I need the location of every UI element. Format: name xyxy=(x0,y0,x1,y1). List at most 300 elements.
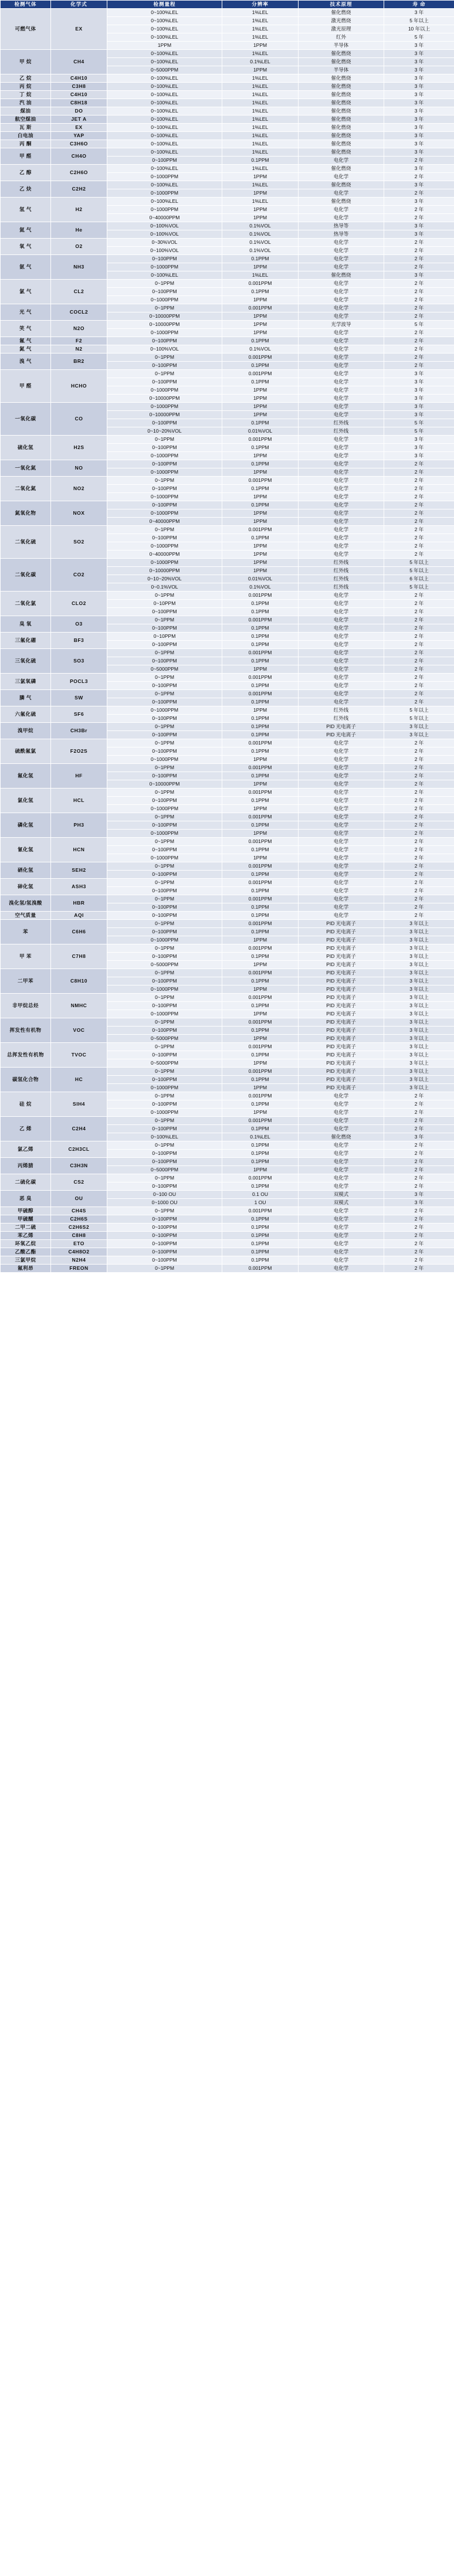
resolution-cell: 0.001PPM xyxy=(222,616,299,624)
table-row xyxy=(1,1191,454,1199)
technology-cell: 电化学 xyxy=(299,485,384,493)
resolution-cell: 1PPM xyxy=(222,1084,299,1092)
chemical-formula-cell: CLO2 xyxy=(51,592,107,616)
resolution-cell: 0.1PPM xyxy=(222,1215,299,1224)
lifetime-cell: 2 年 xyxy=(384,608,454,616)
chemical-formula-cell: N2H4 xyxy=(51,1256,107,1265)
resolution-cell: 0.1PPM xyxy=(222,362,299,370)
resolution-cell: 0.1PPM xyxy=(222,977,299,985)
gas-name-cell: 二甲二硫 xyxy=(1,1224,51,1232)
detection-range-cell: 0~100PPM xyxy=(107,157,222,165)
gas-name-cell: 一氧化氮 xyxy=(1,460,51,477)
resolution-cell: 0.1PPM xyxy=(222,846,299,854)
gas-name-cell: 丙 酮 xyxy=(1,140,51,148)
technology-cell: 电化学 xyxy=(299,1117,384,1125)
gas-name-cell: 氦 气 xyxy=(1,222,51,239)
technology-cell: 热导等 xyxy=(299,222,384,230)
gas-name-cell: 磷化氢 xyxy=(1,813,51,838)
resolution-cell: 0.001PPM xyxy=(222,436,299,444)
gas-name-cell: 氯化氢 xyxy=(1,789,51,813)
resolution-cell: 0.1%LEL xyxy=(222,58,299,66)
lifetime-cell: 2 年 xyxy=(384,206,454,214)
detection-range-cell: 0~10000PPM xyxy=(107,312,222,321)
chemical-formula-cell: TVOC xyxy=(51,1043,107,1068)
gas-name-cell: 氰化氢 xyxy=(1,838,51,862)
detection-range-cell: 0~100%LEL xyxy=(107,198,222,206)
chemical-formula-cell: CH4S xyxy=(51,1207,107,1215)
resolution-cell: 0.1PPM xyxy=(222,797,299,805)
resolution-cell: 0.1PPM xyxy=(222,255,299,263)
lifetime-cell: 2 年 xyxy=(384,312,454,321)
resolution-cell: 0.1PPM xyxy=(222,1051,299,1059)
lifetime-cell: 2 年 xyxy=(384,485,454,493)
resolution-cell: 0.1PPM xyxy=(222,1182,299,1191)
technology-cell: PID 光电离子 xyxy=(299,1059,384,1068)
detection-range-cell: 0~100PPM xyxy=(107,731,222,739)
resolution-cell: 0.1PPM xyxy=(222,444,299,452)
detection-range-cell: 0~100%LEL xyxy=(107,58,222,66)
technology-cell: 电化学 xyxy=(299,247,384,255)
detection-range-cell: 0~1PPM xyxy=(107,813,222,821)
lifetime-cell: 2 年 xyxy=(384,1207,454,1215)
lifetime-cell: 2 年 xyxy=(384,871,454,879)
resolution-cell: 0.001PPM xyxy=(222,280,299,288)
technology-cell: 电化学 xyxy=(299,255,384,263)
table-row xyxy=(1,649,454,657)
detection-range-cell: 0~1000PPM xyxy=(107,985,222,994)
table-row xyxy=(1,994,454,1002)
detection-range-cell: 0~10000PPM xyxy=(107,567,222,575)
technology-cell: 电化学 xyxy=(299,895,384,903)
detection-range-cell: 0~100PPM xyxy=(107,747,222,756)
technology-cell: 激光原理 xyxy=(299,25,384,33)
detection-range-cell: 0~100%LEL xyxy=(107,271,222,280)
chemical-formula-cell: F2O2S xyxy=(51,739,107,764)
detection-range-cell: 0~100%LEL xyxy=(107,50,222,58)
lifetime-cell: 2 年 xyxy=(384,756,454,764)
lifetime-cell: 3 年 xyxy=(384,66,454,74)
technology-cell: 电化学 xyxy=(299,345,384,354)
resolution-cell: 0.1PPM xyxy=(222,633,299,641)
resolution-cell: 1PPM xyxy=(222,214,299,222)
table-row xyxy=(1,9,454,17)
table-row xyxy=(1,91,454,99)
chemical-formula-cell: C8H8 xyxy=(51,1232,107,1240)
gas-name-cell: 氨 气 xyxy=(1,255,51,280)
detection-range-cell: 0~1PPM xyxy=(107,649,222,657)
lifetime-cell: 3 年 xyxy=(384,411,454,419)
technology-cell: PID 光电离子 xyxy=(299,1010,384,1018)
technology-cell: 电化学 xyxy=(299,214,384,222)
resolution-cell: 1%LEL xyxy=(222,132,299,140)
gas-name-cell: 一氧化碳 xyxy=(1,403,51,436)
chemical-formula-cell: SF6 xyxy=(51,706,107,723)
table-row xyxy=(1,222,454,230)
resolution-cell: 0.01%VOL xyxy=(222,427,299,436)
resolution-cell: 1PPM xyxy=(222,936,299,944)
chemical-formula-cell: C8H10 xyxy=(51,969,107,994)
resolution-cell: 0.1PPM xyxy=(222,460,299,468)
resolution-cell: 0.1PPM xyxy=(222,723,299,731)
lifetime-cell: 3 年以上 xyxy=(384,1043,454,1051)
gas-name-cell: 苯乙烯 xyxy=(1,1232,51,1240)
lifetime-cell: 2 年 xyxy=(384,665,454,674)
lifetime-cell: 2 年 xyxy=(384,1174,454,1182)
resolution-cell: 0.001PPM xyxy=(222,649,299,657)
chemical-formula-cell: NO xyxy=(51,460,107,477)
resolution-cell: 0.1PPM xyxy=(222,600,299,608)
technology-cell: 电化学 xyxy=(299,641,384,649)
resolution-cell: 1PPM xyxy=(222,805,299,813)
detection-range-cell: 0~1PPM xyxy=(107,739,222,747)
chemical-formula-cell: EX xyxy=(51,9,107,50)
lifetime-cell: 2 年 xyxy=(384,296,454,304)
technology-cell: 电化学 xyxy=(299,1166,384,1174)
resolution-cell: 1%LEL xyxy=(222,33,299,42)
resolution-cell: 0.1PPM xyxy=(222,1125,299,1133)
lifetime-cell: 2 年 xyxy=(384,1092,454,1100)
technology-cell: 红外线 xyxy=(299,567,384,575)
lifetime-cell: 10 年以上 xyxy=(384,25,454,33)
chemical-formula-cell: C4H10 xyxy=(51,91,107,99)
detection-range-cell: 0~100%LEL xyxy=(107,9,222,17)
gas-name-cell: 三氟化硼 xyxy=(1,633,51,649)
detection-range-cell: 0~100%VOL xyxy=(107,222,222,230)
chemical-formula-cell: SO2 xyxy=(51,526,107,559)
lifetime-cell: 3 年 xyxy=(384,50,454,58)
detection-range-cell: 0~1PPM xyxy=(107,477,222,485)
technology-cell: 电化学 xyxy=(299,830,384,838)
resolution-cell: 1%LEL xyxy=(222,99,299,107)
detection-range-cell: 0~100PPM xyxy=(107,1182,222,1191)
resolution-cell: 0.001PPM xyxy=(222,1265,299,1273)
resolution-cell: 0.001PPM xyxy=(222,895,299,903)
detection-range-cell: 0~1PPM xyxy=(107,1018,222,1027)
technology-cell: 激光燃烧 xyxy=(299,17,384,25)
detection-range-cell: 0~100PPM xyxy=(107,772,222,780)
gas-name-cell: 光 气 xyxy=(1,304,51,321)
lifetime-cell: 2 年 xyxy=(384,288,454,296)
chemical-formula-cell: CO2 xyxy=(51,559,107,592)
resolution-cell: 1PPM xyxy=(222,780,299,789)
gas-name-cell: 氟利昂 xyxy=(1,1265,51,1273)
resolution-cell: 0.1%VOL xyxy=(222,239,299,247)
detection-range-cell: 0~100PPM xyxy=(107,887,222,895)
lifetime-cell: 2 年 xyxy=(384,854,454,862)
resolution-cell: 0.1PPM xyxy=(222,1100,299,1109)
chemical-formula-cell: PH3 xyxy=(51,813,107,838)
detection-range-cell: 0~1000PPM xyxy=(107,559,222,567)
gas-name-cell: 环氧乙烷 xyxy=(1,1240,51,1248)
table-row xyxy=(1,115,454,124)
lifetime-cell: 2 年 xyxy=(384,633,454,641)
resolution-cell: 1PPM xyxy=(222,403,299,411)
chemical-formula-cell: BR2 xyxy=(51,354,107,370)
table-row xyxy=(1,74,454,83)
chemical-formula-cell: F2 xyxy=(51,337,107,345)
gas-name-cell: 甲硫醚 xyxy=(1,1215,51,1224)
chemical-formula-cell: O3 xyxy=(51,616,107,633)
detection-range-cell: 0~10PPM xyxy=(107,633,222,641)
technology-cell: 电化学 xyxy=(299,509,384,518)
resolution-cell: 0.1PPM xyxy=(222,1232,299,1240)
chemical-formula-cell: NH3 xyxy=(51,255,107,280)
lifetime-cell: 2 年 xyxy=(384,690,454,698)
chemical-formula-cell: C2H2 xyxy=(51,181,107,198)
lifetime-cell: 3 年 xyxy=(384,58,454,66)
resolution-cell: 0.001PPM xyxy=(222,813,299,821)
chemical-formula-cell: C3H6O xyxy=(51,140,107,148)
chemical-formula-cell: HCN xyxy=(51,838,107,862)
resolution-cell: 1%LEL xyxy=(222,271,299,280)
table-row xyxy=(1,83,454,91)
resolution-cell: 0.1PPM xyxy=(222,534,299,542)
lifetime-cell: 3 年 xyxy=(384,181,454,189)
detection-range-cell: 0~10~20%VOL xyxy=(107,427,222,436)
resolution-cell: 1PPM xyxy=(222,830,299,838)
technology-cell: 电化学 xyxy=(299,903,384,912)
lifetime-cell: 3 年以上 xyxy=(384,977,454,985)
technology-cell: 催化燃烧 xyxy=(299,115,384,124)
technology-cell: 电化学 xyxy=(299,542,384,550)
resolution-cell: 1%LEL xyxy=(222,74,299,83)
lifetime-cell: 2 年 xyxy=(384,624,454,633)
resolution-cell: 1PPM xyxy=(222,542,299,550)
technology-cell: 电化学 xyxy=(299,206,384,214)
lifetime-cell: 2 年 xyxy=(384,337,454,345)
chemical-formula-cell: BF3 xyxy=(51,633,107,649)
chemical-formula-cell: CH4 xyxy=(51,50,107,74)
lifetime-cell: 2 年 xyxy=(384,239,454,247)
detection-range-cell: 0~100PPM xyxy=(107,1240,222,1248)
technology-cell: 电化学 xyxy=(299,395,384,403)
table-body xyxy=(1,9,454,1273)
lifetime-cell: 2 年 xyxy=(384,1240,454,1248)
detection-range-cell: 0~1PPM xyxy=(107,1141,222,1150)
lifetime-cell: 2 年 xyxy=(384,550,454,559)
technology-cell: PID 光电离子 xyxy=(299,1068,384,1076)
resolution-cell: 1PPM xyxy=(222,173,299,181)
lifetime-cell: 2 年 xyxy=(384,682,454,690)
detection-range-cell: 0~100%LEL xyxy=(107,165,222,173)
technology-cell: 红外线 xyxy=(299,427,384,436)
table-row xyxy=(1,813,454,821)
resolution-cell: 1PPM xyxy=(222,1109,299,1117)
detection-range-cell: 0~40000PPM xyxy=(107,518,222,526)
table-row xyxy=(1,99,454,107)
detection-range-cell: 0~1000PPM xyxy=(107,452,222,460)
gas-name-cell: 氯 气 xyxy=(1,280,51,304)
chemical-formula-cell: NO2 xyxy=(51,477,107,501)
detection-range-cell: 0~100PPM xyxy=(107,460,222,468)
detection-range-cell: 0~1000PPM xyxy=(107,468,222,477)
gas-name-cell: 氢 气 xyxy=(1,198,51,222)
table-row xyxy=(1,944,454,953)
lifetime-cell: 2 年 xyxy=(384,813,454,821)
lifetime-cell: 2 年 xyxy=(384,698,454,706)
gas-name-cell: 乙 烷 xyxy=(1,74,51,83)
technology-cell: 电化学 xyxy=(299,747,384,756)
technology-cell: 催化燃烧 xyxy=(299,124,384,132)
resolution-cell: 1%LEL xyxy=(222,91,299,99)
detection-range-cell: 0~5000PPM xyxy=(107,665,222,674)
detection-range-cell: 0~100%VOL xyxy=(107,230,222,239)
resolution-cell: 0.001PPM xyxy=(222,879,299,887)
lifetime-cell: 2 年 xyxy=(384,362,454,370)
resolution-cell: 0.1PPM xyxy=(222,747,299,756)
resolution-cell: 1%LEL xyxy=(222,107,299,115)
resolution-cell: 0.001PPM xyxy=(222,1043,299,1051)
chemical-formula-cell: N2O xyxy=(51,321,107,337)
gas-name-cell: 瓦 斯 xyxy=(1,124,51,132)
resolution-cell: 0.1PPM xyxy=(222,912,299,920)
resolution-cell: 0.001PPM xyxy=(222,1207,299,1215)
gas-name-cell: 甲硫醇 xyxy=(1,1207,51,1215)
detection-range-cell: 0~1000PPM xyxy=(107,329,222,337)
technology-cell: PID 光电离子 xyxy=(299,953,384,961)
table-row xyxy=(1,879,454,887)
detection-range-cell: 0~100%LEL xyxy=(107,33,222,42)
lifetime-cell: 2 年 xyxy=(384,1182,454,1191)
resolution-cell: 0.1PPM xyxy=(222,288,299,296)
lifetime-cell: 2 年 xyxy=(384,1100,454,1109)
table-row xyxy=(1,477,454,485)
lifetime-cell: 3 年以上 xyxy=(384,1084,454,1092)
resolution-cell: 0.001PPM xyxy=(222,739,299,747)
detection-range-cell: 0~1000PPM xyxy=(107,509,222,518)
resolution-cell: 1PPM xyxy=(222,509,299,518)
gas-name-cell: 恶 臭 xyxy=(1,1191,51,1207)
table-row xyxy=(1,789,454,797)
lifetime-cell: 2 年 xyxy=(384,879,454,887)
technology-cell: 热导等 xyxy=(299,230,384,239)
detection-range-cell: 0~1000PPM xyxy=(107,830,222,838)
gas-name-cell: 六氟化硫 xyxy=(1,706,51,723)
technology-cell: 电化学 xyxy=(299,690,384,698)
detection-range-cell: 0~0.1%VOL xyxy=(107,583,222,592)
technology-cell: 电化学 xyxy=(299,288,384,296)
lifetime-cell: 3 年以上 xyxy=(384,920,454,928)
technology-cell: 电化学 xyxy=(299,1224,384,1232)
technology-cell: 电化学 xyxy=(299,157,384,165)
lifetime-cell: 3 年 xyxy=(384,222,454,230)
lifetime-cell: 3 年 xyxy=(384,370,454,378)
chemical-formula-cell: C3H3N xyxy=(51,1158,107,1174)
gas-name-cell: 氟 气 xyxy=(1,337,51,345)
technology-cell: 催化燃烧 xyxy=(299,83,384,91)
table-row xyxy=(1,862,454,871)
detection-range-cell: 0~1PPM xyxy=(107,1174,222,1182)
lifetime-cell: 2 年 xyxy=(384,247,454,255)
resolution-cell: 0.1PPM xyxy=(222,1150,299,1158)
resolution-cell: 1PPM xyxy=(222,296,299,304)
technology-cell: 电化学 xyxy=(299,1125,384,1133)
detection-range-cell: 0~100PPM xyxy=(107,1232,222,1240)
lifetime-cell: 2 年 xyxy=(384,509,454,518)
lifetime-cell: 2 年 xyxy=(384,1215,454,1224)
technology-cell: 电化学 xyxy=(299,1207,384,1215)
resolution-cell: 0.1PPM xyxy=(222,1076,299,1084)
detection-range-cell: 0~1000PPM xyxy=(107,493,222,501)
lifetime-cell: 2 年 xyxy=(384,1158,454,1166)
technology-cell: 电化学 xyxy=(299,329,384,337)
lifetime-cell: 3 年以上 xyxy=(384,731,454,739)
technology-cell: 催化燃烧 xyxy=(299,165,384,173)
detection-range-cell: 0~1PPM xyxy=(107,370,222,378)
lifetime-cell: 2 年 xyxy=(384,789,454,797)
resolution-cell: 1%LEL xyxy=(222,148,299,157)
lifetime-cell: 2 年 xyxy=(384,797,454,805)
gas-sensor-specification-table xyxy=(0,0,454,1273)
detection-range-cell: 0~100PPM xyxy=(107,1051,222,1059)
lifetime-cell: 2 年 xyxy=(384,1224,454,1232)
technology-cell: 电化学 xyxy=(299,592,384,600)
resolution-cell: 0.1PPM xyxy=(222,624,299,633)
table-row xyxy=(1,1256,454,1265)
detection-range-cell: 0~5000PPM xyxy=(107,1166,222,1174)
lifetime-cell: 3 年 xyxy=(384,99,454,107)
table-row xyxy=(1,181,454,189)
technology-cell: 催化燃烧 xyxy=(299,74,384,83)
table-row xyxy=(1,370,454,378)
lifetime-cell: 2 年 xyxy=(384,674,454,682)
resolution-cell: 1PPM xyxy=(222,1035,299,1043)
detection-range-cell: 0~1PPM xyxy=(107,1092,222,1100)
chemical-formula-cell: COCL2 xyxy=(51,304,107,321)
lifetime-cell: 2 年 xyxy=(384,1109,454,1117)
detection-range-cell: 0~100PPM xyxy=(107,624,222,633)
lifetime-cell: 5 年 xyxy=(384,321,454,329)
table-row xyxy=(1,526,454,534)
technology-cell: PID 光电离子 xyxy=(299,961,384,969)
technology-cell: 电化学 xyxy=(299,263,384,271)
lifetime-cell: 2 年 xyxy=(384,821,454,830)
technology-cell: 半导体 xyxy=(299,42,384,50)
technology-cell: 电化学 xyxy=(299,362,384,370)
resolution-cell: 0.1PPM xyxy=(222,1240,299,1248)
technology-cell: 电化学 xyxy=(299,460,384,468)
gas-name-cell: 空气质量 xyxy=(1,912,51,920)
resolution-cell: 1PPM xyxy=(222,567,299,575)
resolution-cell: 1%LEL xyxy=(222,124,299,132)
resolution-cell: 0.1PPM xyxy=(222,641,299,649)
technology-cell: 电化学 xyxy=(299,444,384,452)
technology-cell: 催化燃烧 xyxy=(299,107,384,115)
table-row xyxy=(1,345,454,354)
table-row xyxy=(1,895,454,903)
detection-range-cell: 0~5000PPM xyxy=(107,1035,222,1043)
lifetime-cell: 2 年 xyxy=(384,657,454,665)
lifetime-cell: 2 年 xyxy=(384,255,454,263)
chemical-formula-cell: SW xyxy=(51,690,107,706)
lifetime-cell: 2 年 xyxy=(384,830,454,838)
technology-cell: 催化燃烧 xyxy=(299,99,384,107)
detection-range-cell: 0~100PPM xyxy=(107,608,222,616)
technology-cell: 电化学 xyxy=(299,550,384,559)
technology-cell: 催化燃烧 xyxy=(299,1133,384,1141)
table-row xyxy=(1,1215,454,1224)
detection-range-cell: 0~1000PPM xyxy=(107,756,222,764)
lifetime-cell: 2 年 xyxy=(384,805,454,813)
resolution-cell: 0.1PPM xyxy=(222,682,299,690)
table-row xyxy=(1,1174,454,1182)
header-detection-range: 检测量程 xyxy=(107,1,222,9)
detection-range-cell: 0~100PPM xyxy=(107,1002,222,1010)
technology-cell: 电化学 xyxy=(299,608,384,616)
detection-range-cell: 0~100%LEL xyxy=(107,83,222,91)
resolution-cell: 1PPM xyxy=(222,263,299,271)
detection-range-cell: 0~1PPM xyxy=(107,969,222,977)
